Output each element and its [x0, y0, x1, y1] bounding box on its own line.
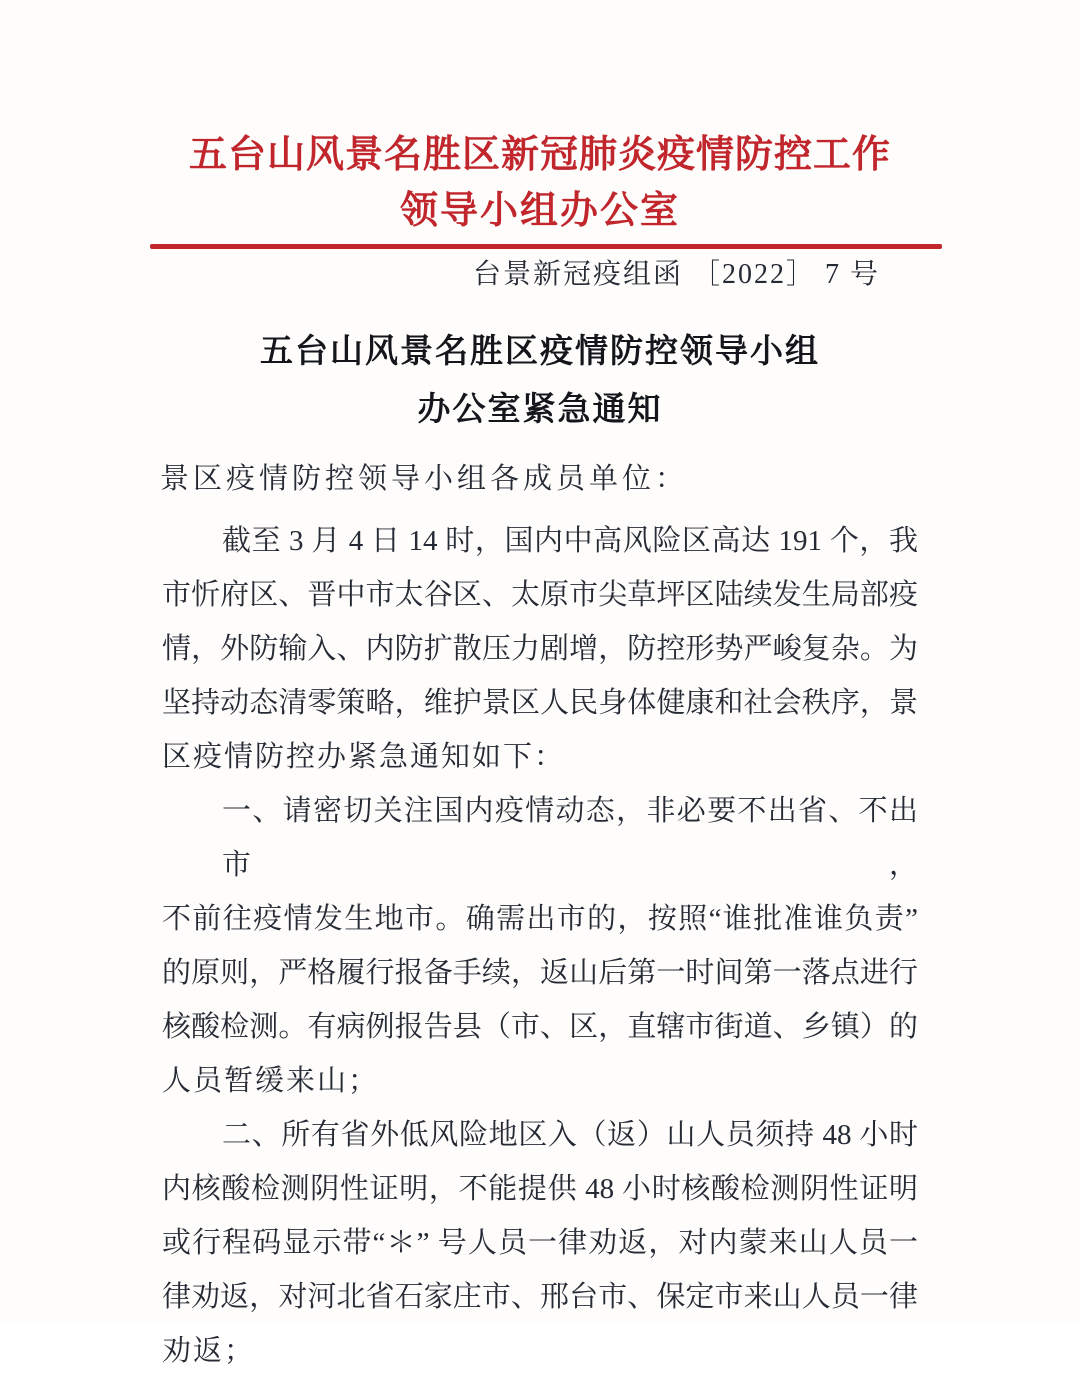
letterhead-divider: [150, 244, 942, 249]
body-line: 核酸检测。有病例报告县（市、区，直辖市街道、乡镇）的: [162, 1011, 918, 1043]
body-line: 或行程码显示带“＊” 号人员一律劝返，对内蒙来山人员一: [162, 1227, 918, 1259]
body-line: 内核酸检测阴性证明，不能提供 48 小时核酸检测阴性证明: [162, 1173, 918, 1205]
letterhead-title-line2: 领导小组办公室: [399, 190, 680, 232]
body-line: 不前往疫情发生地市。确需出市的，按照“谁批准谁负责”: [162, 903, 918, 935]
letterhead: [0, 0, 1080, 234]
document-number: 台景新冠疫组函 ［2022］ 7 号: [472, 259, 880, 290]
body-line: 二、所有省外低风险地区入（返）山人员须持 48 小时: [222, 1119, 918, 1151]
body-line: 人员暂缓来山；: [162, 1065, 380, 1097]
notice-title-line2: 办公室紧急通知: [417, 392, 663, 428]
body-line: 的原则，严格履行报备手续，返山后第一时间第一落点进行: [162, 957, 918, 989]
paragraph-3: [162, 1108, 918, 1378]
body-line: 截至 3 月 4 日 14 时，国内中高风险区高达 191 个，我: [222, 525, 918, 557]
body-line: 一、请密切关注国内疫情动态，非必要不出省、不出市，: [222, 795, 918, 881]
salutation: 景区疫情防控领导小组各成员单位：: [160, 463, 689, 495]
body-line: 区疫情防控办紧急通知如下：: [162, 741, 566, 773]
notice-body: [162, 514, 918, 1378]
body-line: 市忻府区、晋中市太谷区、太原市尖草坪区陆续发生局部疫: [162, 579, 918, 611]
letterhead-title-line1: 五台山风景名胜区新冠肺炎疫情防控工作: [188, 134, 891, 176]
body-line: 坚持动态清零策略，维护景区人民身体健康和社会秩序，景: [162, 687, 918, 719]
notice-title-line1: 五台山风景名胜区疫情防控领导小组: [260, 334, 820, 370]
body-line: 情，外防输入、内防扩散压力剧增，防控形势严峻复杂。为: [162, 633, 918, 665]
paragraph-2: [162, 784, 918, 1108]
body-line: 律劝返，对河北省石家庄市、邢台市、保定市来山人员一律: [162, 1281, 918, 1313]
body-line: 劝返；: [162, 1335, 256, 1367]
paragraph-1: [162, 514, 918, 784]
